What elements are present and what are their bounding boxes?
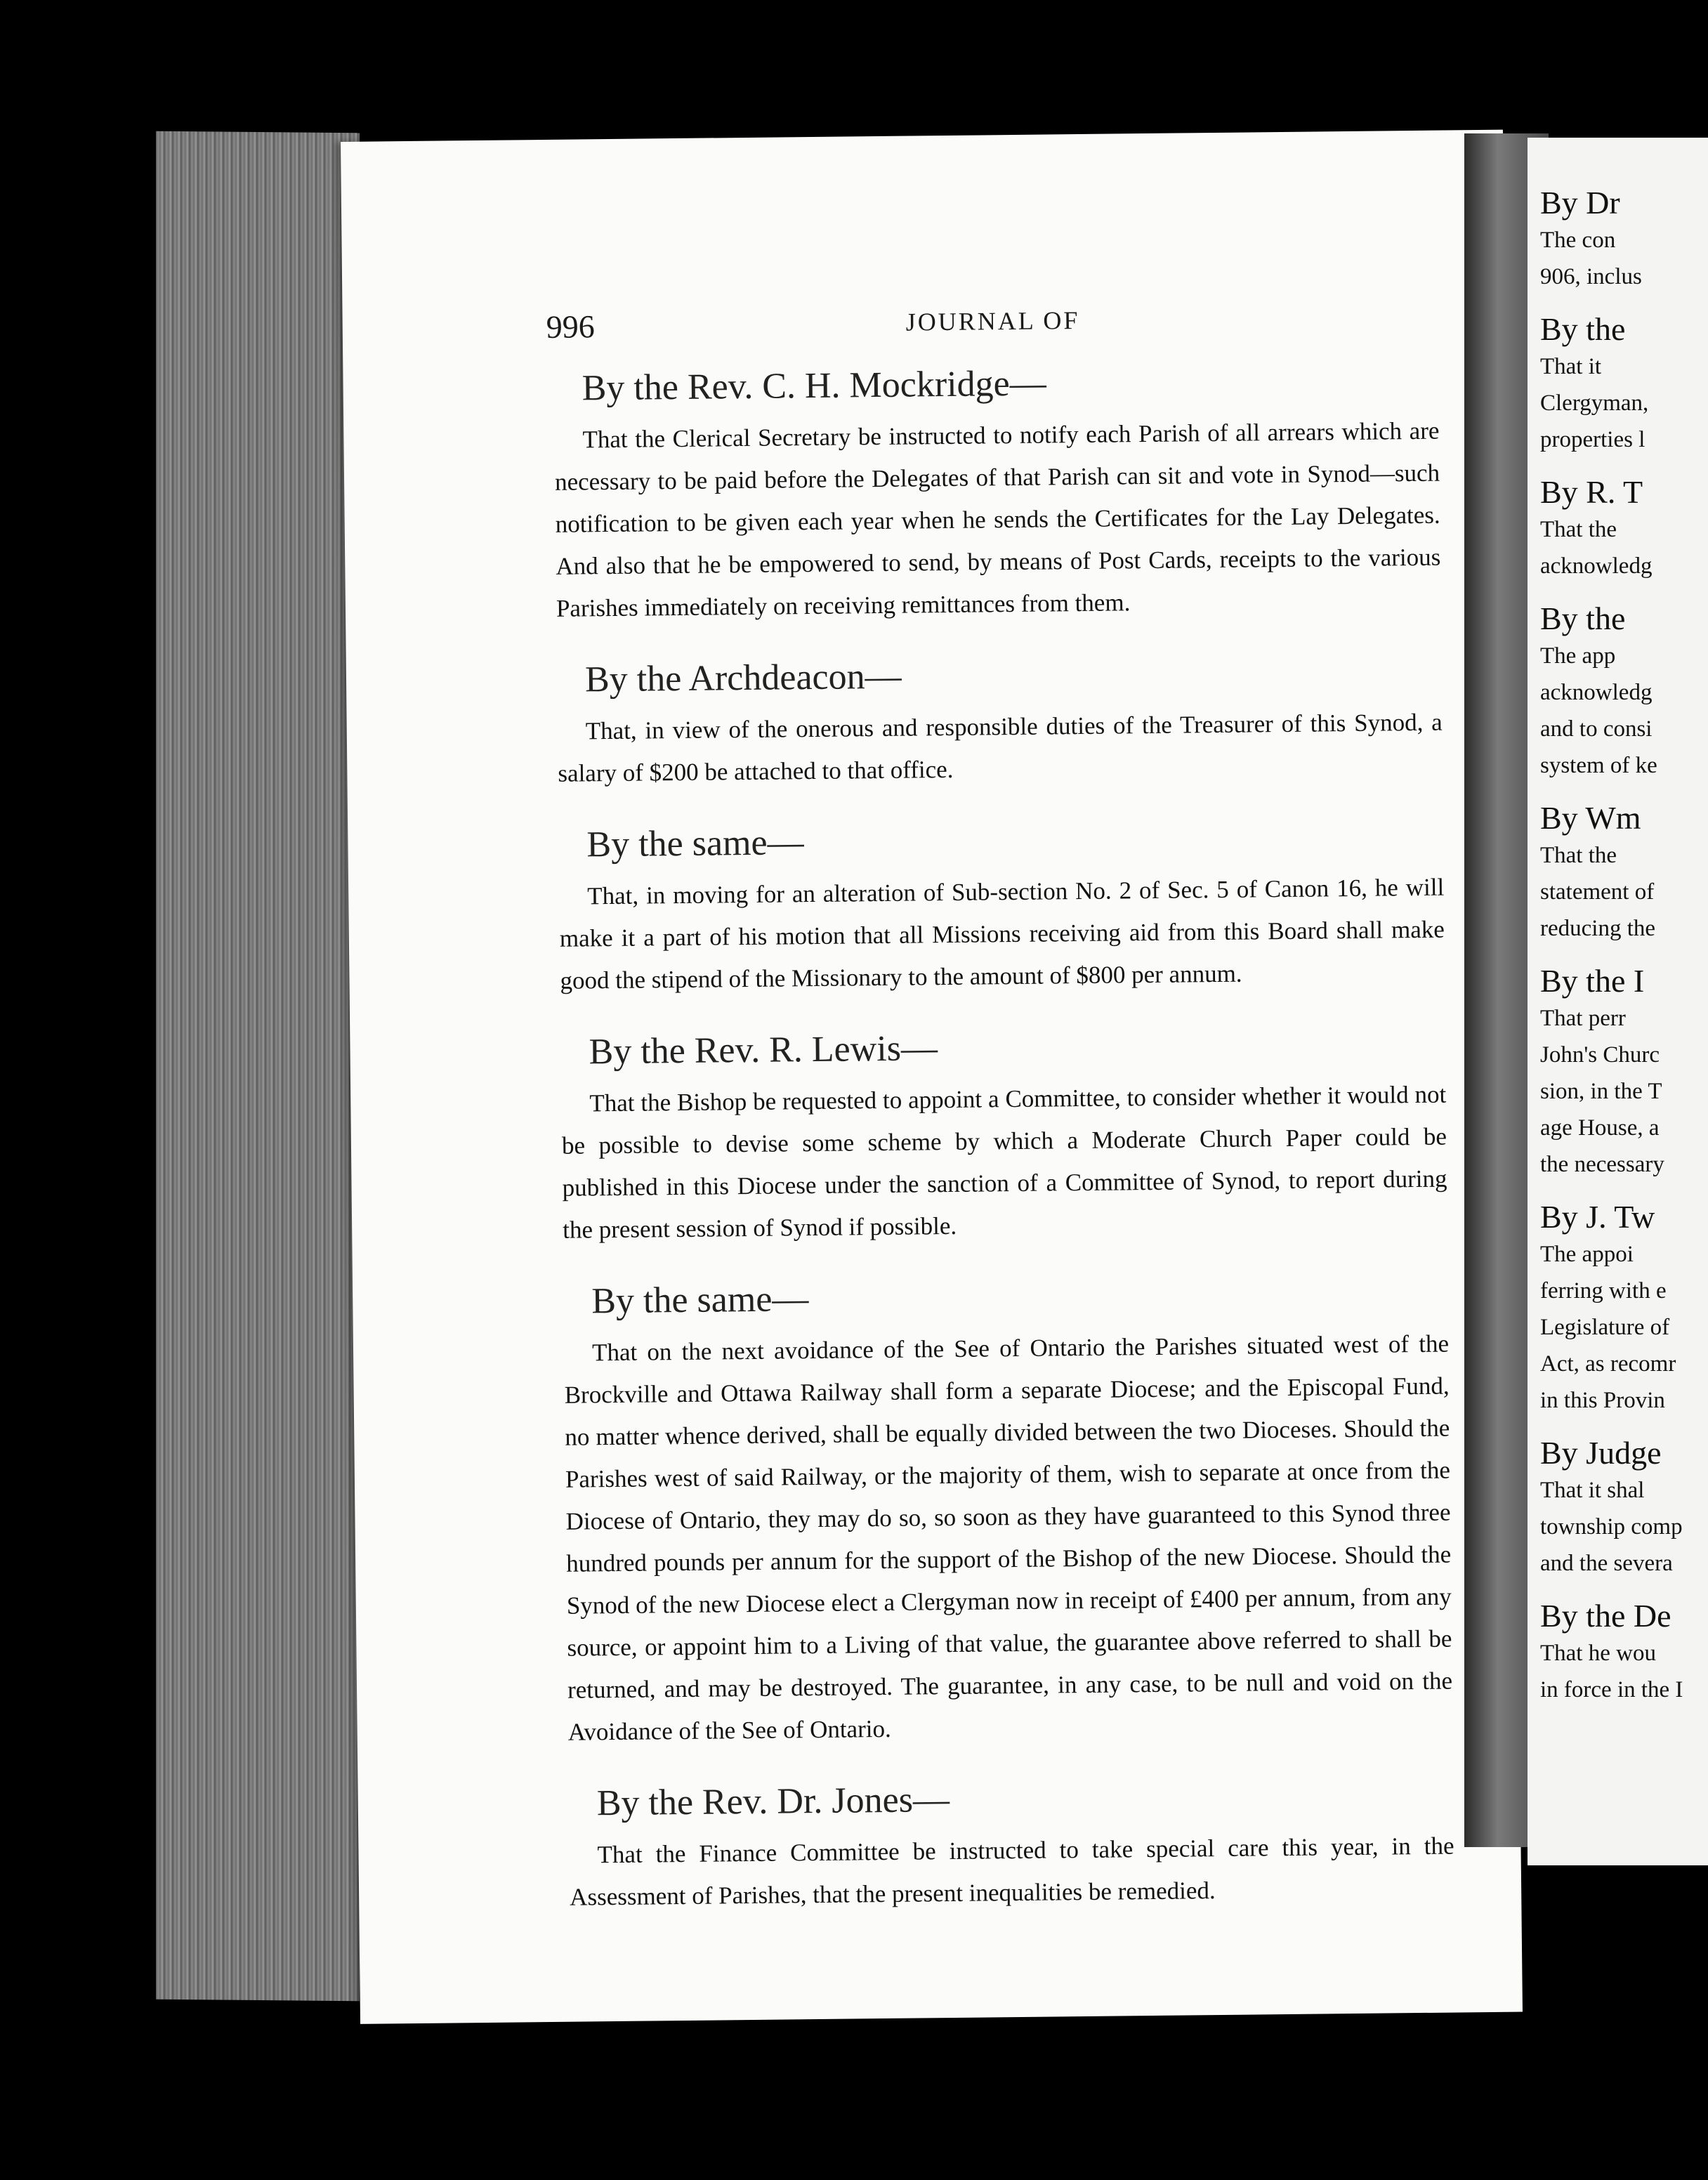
right-page-line: township comp	[1540, 1514, 1683, 1539]
right-page-line: age House, a	[1540, 1115, 1660, 1141]
right-page-heading: By the I	[1540, 963, 1645, 999]
motion-item	[563, 1272, 1453, 1754]
right-page-heading: By R. T	[1540, 474, 1643, 510]
motion-item	[568, 1774, 1454, 1919]
right-page-heading: By Dr	[1540, 185, 1620, 221]
right-page-heading: By the	[1540, 600, 1626, 636]
motion-item	[553, 359, 1441, 630]
motion-text: That the Bishop be requested to appoint a Committee, to consider whether it would not be possible to devise some scheme by which a Moderate Church Paper could be published in this Diocese under the sanction of a Committee of Synod, to report during the present session of Synod if possible.	[561, 1080, 1447, 1244]
right-page-heading: By Wm	[1540, 800, 1641, 836]
right-page-line: properties l	[1540, 427, 1645, 452]
right-page-line: That the	[1540, 517, 1617, 542]
motion-mover: By the Rev. C. H. Mockridge—	[582, 363, 1046, 409]
right-page-heading: By J. Tw	[1540, 1199, 1655, 1235]
page-header	[546, 299, 1389, 350]
right-page-line: That it	[1540, 354, 1602, 379]
motion-mover: By the Rev. Dr. Jones—	[596, 1780, 950, 1824]
motion-text: That the Finance Committee be instructed to take special care this year, in the Assessment of Parishes, that the present inequalities be remedied.	[569, 1832, 1454, 1911]
right-page-heading: By the De	[1540, 1598, 1671, 1634]
motion-text: That, in moving for an alteration of Sub-section No. 2 of Sec. 5 of Canon 16, he will make it a part of his motion that all Missions receiving aid from this Board shall make good the stipend of the Missionary to the amount of $800 per annum.	[559, 873, 1445, 994]
right-page-line: The app	[1540, 643, 1616, 669]
right-page-line: That it shal	[1540, 1478, 1645, 1503]
motion-mover: By the same—	[586, 822, 804, 865]
right-page-line: system of ke	[1540, 753, 1657, 778]
right-page-fragment	[1528, 138, 1708, 1865]
right-page-line: 906, inclus	[1540, 264, 1642, 289]
right-page-line: and to consi	[1540, 716, 1653, 742]
motion-mover: By the Rev. R. Lewis—	[589, 1028, 938, 1072]
right-page-line: reducing the	[1540, 916, 1656, 941]
right-page-heading: By Judge	[1540, 1435, 1662, 1471]
running-title: JOURNAL OF	[905, 306, 1080, 336]
motion-text: That on the next avoidance of the See of Ontario the Parishes situated west of the Brockville and Ottawa Railway shall form a separate Diocese; and the Episcopal Fund, no matter whence derived, shall be equally divided between the two Dioceses. Should the Parishes west of said Railway, or the majority of them, wish to separate at once from the Diocese of Ontario, they may do so, so soon as they have guaranteed to this Synod three hundred pounds per annum for the support of the Bishop of the new Diocese. Should the Synod of the new Diocese elect a Clergyman now in receipt of £400 per annum, from any source, or appoint him to a Living of that value, the guarantee above referred to shall be returned, and may be destroyed. The guarantee, in any case, to be null and void on the Avoidance of the See of Ontario.	[564, 1329, 1453, 1746]
right-page-line: Legislature of	[1540, 1315, 1670, 1340]
right-page-line: ferring with e	[1540, 1278, 1667, 1304]
book-page-edges	[156, 131, 360, 2002]
right-page-line: in this Provin	[1540, 1388, 1665, 1413]
motion-item	[557, 650, 1443, 795]
motion-mover: By the Archdeacon—	[584, 656, 902, 700]
left-page	[341, 130, 1523, 2024]
motions-list	[553, 359, 1454, 1948]
right-page-line: acknowledg	[1540, 553, 1653, 579]
right-page-line: Act, as recomr	[1540, 1351, 1676, 1377]
motion-item	[560, 1023, 1447, 1252]
right-page-line: acknowledg	[1540, 680, 1653, 705]
motion-item	[558, 815, 1445, 1002]
motion-mover: By the same—	[591, 1279, 809, 1322]
right-page-line: and the severa	[1540, 1551, 1673, 1576]
right-page-line: sion, in the T	[1540, 1079, 1662, 1104]
right-page-line: statement of	[1540, 879, 1655, 905]
right-page-line: the necessary	[1540, 1152, 1664, 1177]
right-page-line: in force in the I	[1540, 1677, 1683, 1702]
motion-text: That, in view of the onerous and responsible duties of the Treasurer of this Synod, a salary of $200 be attached to that office.	[558, 708, 1443, 787]
page-number: 996	[546, 308, 596, 345]
right-page-line: That he wou	[1540, 1641, 1656, 1666]
right-page-line: John's Churc	[1540, 1042, 1660, 1068]
right-page-line: The appoi	[1540, 1242, 1634, 1267]
right-page-line: The con	[1540, 228, 1616, 253]
right-page-line: That the	[1540, 843, 1617, 868]
right-page-heading: By the	[1540, 311, 1626, 347]
right-page-line: That perr	[1540, 1006, 1626, 1031]
motion-text: That the Clerical Secretary be instructed to notify each Parish of all arrears which are necessary to be paid before the Delegates of that Parish can sit and vote in Synod—such notification to be given each year when he sends the Certificates for the Lay Delegates. And also that he be empowered to send, by means of Post Cards, receipts to the various Parishes immediately on receiving remittances from them.	[554, 416, 1441, 622]
right-page-line: Clergyman,	[1540, 390, 1649, 416]
